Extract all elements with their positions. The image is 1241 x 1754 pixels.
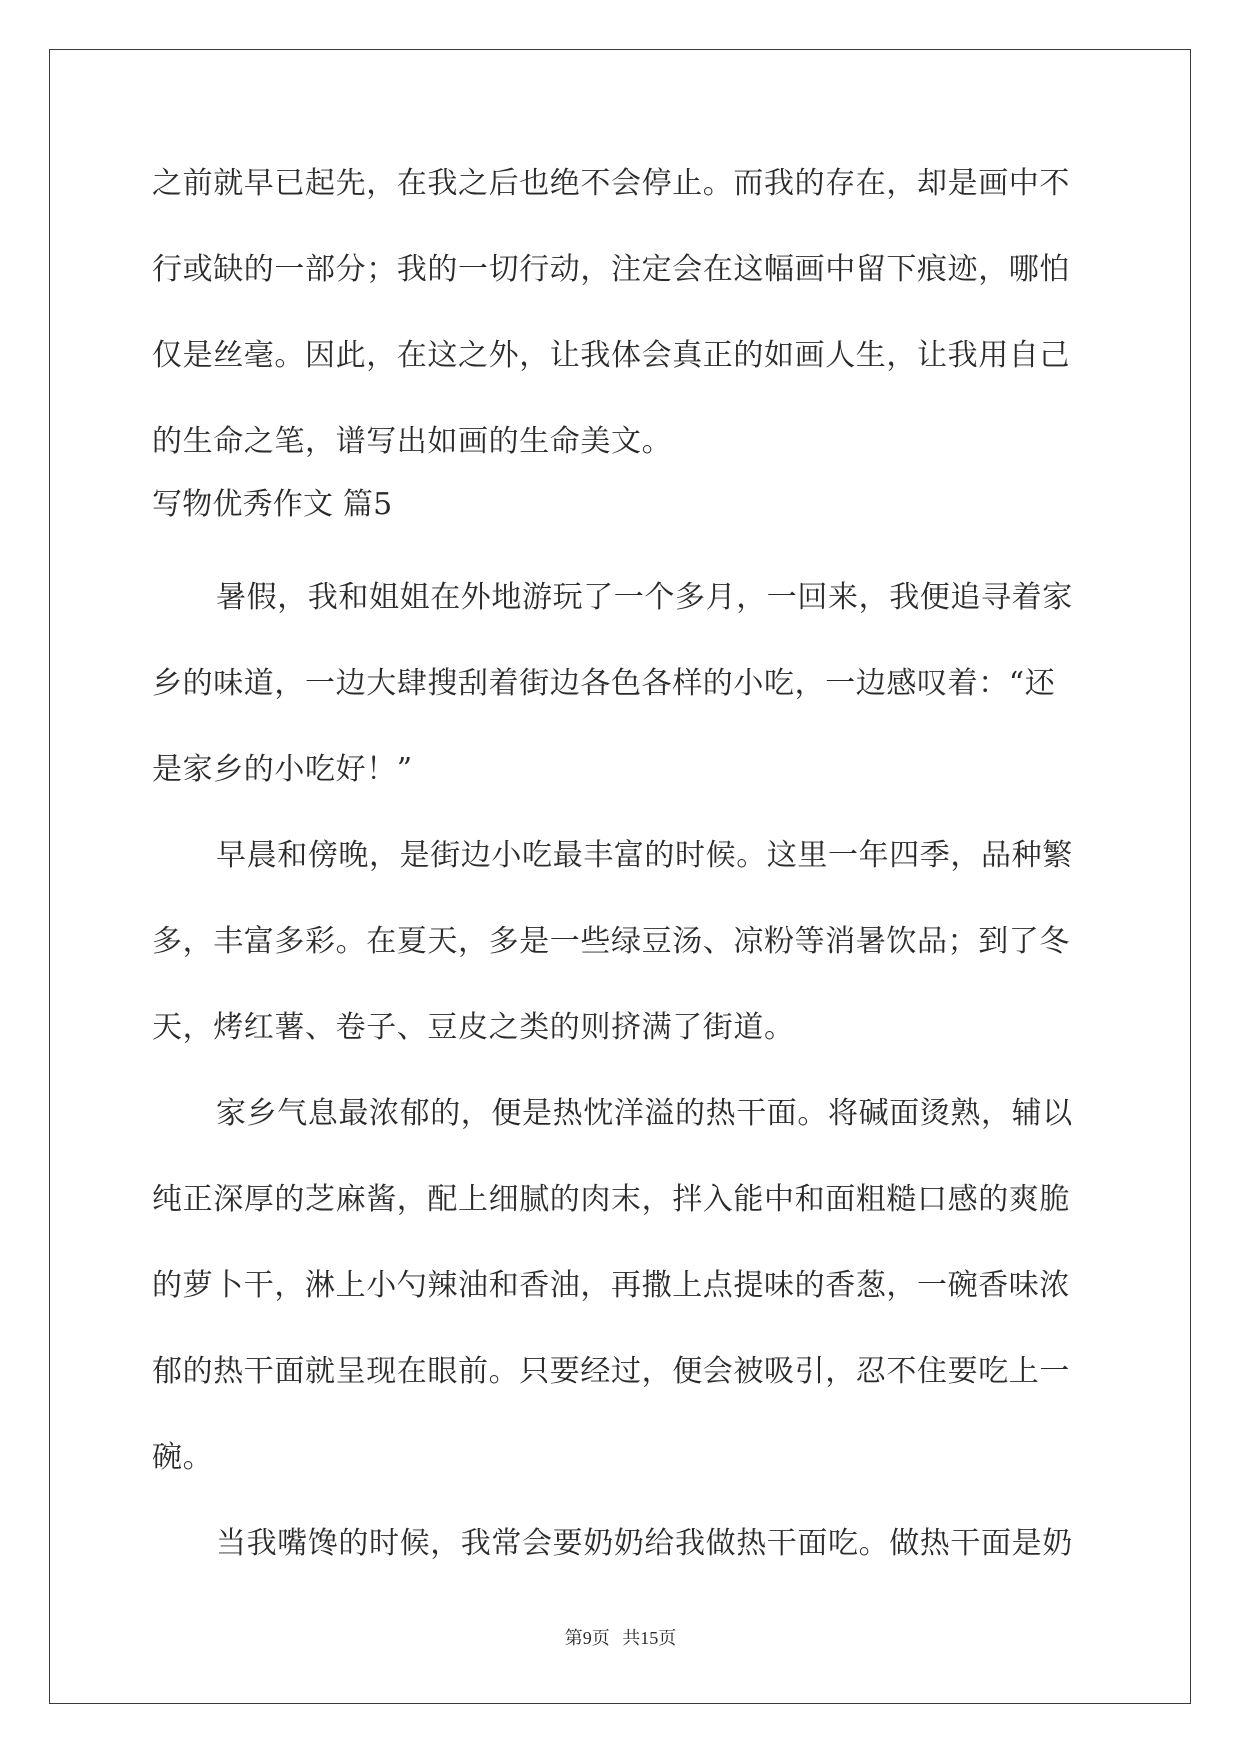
text-line: 的生命之笔，谱写出如画的生命美文。	[152, 424, 673, 459]
text-line: 多，丰富多彩。在夏天，多是一些绿豆汤、凉粉等消暑饮品；到了冬	[152, 924, 1070, 959]
text-line: 家乡气息最浓郁的，便是热忱洋溢的热干面。将碱面烫熟，辅以	[216, 1096, 1073, 1131]
section-heading: 写物优秀作文 篇5	[152, 487, 393, 522]
text-line: 郁的热干面就呈现在眼前。只要经过，便会被吸引，忍不住要吃上一	[152, 1354, 1070, 1389]
text-line: 的萝卜干，淋上小勺辣油和香油，再撒上点提味的香葱，一碗香味浓	[152, 1268, 1070, 1303]
text-line: 暑假，我和姐姐在外地游玩了一个多月，一回来，我便追寻着家	[216, 580, 1073, 615]
text-line: 碗。	[152, 1440, 214, 1475]
text-line: 行或缺的一部分；我的一切行动，注定会在这幅画中留下痕迹，哪怕	[152, 252, 1070, 287]
document-body	[152, 151, 1092, 1597]
text-line: 仅是丝毫。因此，在这之外，让我体会真正的如画人生，让我用自己	[152, 338, 1070, 373]
text-line: 天，烤红薯、卷子、豆皮之类的则挤满了街道。	[152, 1010, 795, 1045]
text-line: 早晨和傍晚，是街边小吃最丰富的时候。这里一年四季，品种繁	[216, 838, 1073, 873]
text-line: 是家乡的小吃好！”	[152, 752, 413, 787]
page-number: 第9页	[564, 1628, 610, 1648]
text-line: 当我嘴馋的时候，我常会要奶奶给我做热干面吃。做热干面是奶	[216, 1526, 1073, 1561]
page-footer	[0, 1624, 1241, 1650]
text-line: 乡的味道，一边大肆搜刮着街边各色各样的小吃，一边感叹着：“还	[152, 666, 1056, 701]
text-line: 之前就早已起先，在我之后也绝不会停止。而我的存在，却是画中不	[152, 166, 1070, 201]
page-total: 共15页	[622, 1628, 677, 1648]
text-line: 纯正深厚的芝麻酱，配上细腻的肉末，拌入能中和面粗糙口感的爽脆	[152, 1182, 1070, 1217]
